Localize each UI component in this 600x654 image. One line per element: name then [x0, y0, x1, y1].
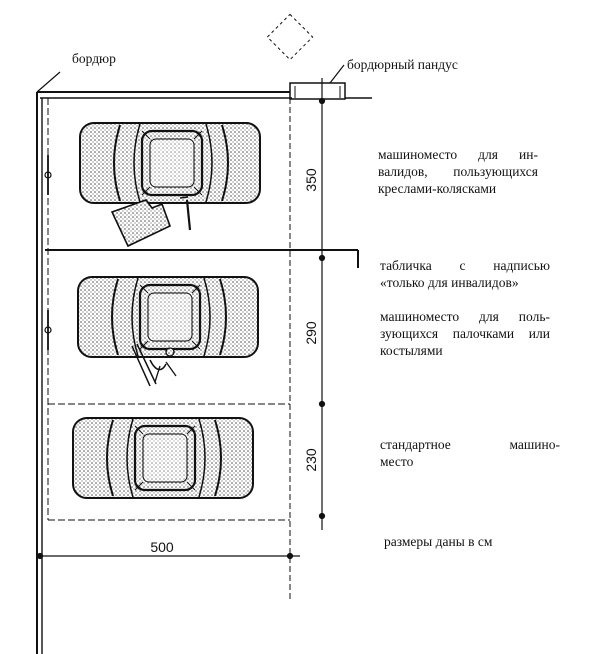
- label-wheelchair-line3: креслами-колясками: [378, 181, 497, 196]
- label-wheelchair-spot: [378, 146, 538, 197]
- ramp-detail-outline: [267, 14, 312, 59]
- label-curb: бордюр: [72, 51, 116, 66]
- label-standard-spot: [380, 436, 560, 470]
- car-wheelchair-spot: [80, 123, 260, 203]
- dim-350: 350: [303, 168, 319, 192]
- label-sign: [380, 257, 550, 291]
- label-units-note: размеры даны в см: [384, 534, 493, 549]
- label-crutches-line1: машиноместо для поль-: [380, 309, 550, 324]
- label-crutches-line3: костылями: [380, 343, 443, 358]
- dim-230: 230: [303, 448, 319, 472]
- car-standard-spot: [73, 418, 253, 498]
- wheelchair-icon: [112, 197, 190, 246]
- dim-290: 290: [303, 321, 319, 345]
- label-crutches-spot: [380, 308, 550, 359]
- dim-500: 500: [150, 539, 174, 555]
- label-standard-line1: стандартное машино-: [380, 437, 560, 452]
- vertical-dimension-line: [319, 78, 324, 530]
- label-curb-ramp: бордюрный пандус: [347, 57, 458, 72]
- label-sign-line2: «только для инвалидов»: [380, 275, 519, 290]
- label-crutches-line2: зующихся палочками или: [380, 326, 550, 341]
- label-wheelchair-line2: валидов, пользующихся: [378, 164, 538, 179]
- label-standard-line2: место: [380, 454, 414, 469]
- car-crutches-spot: [78, 277, 258, 357]
- label-wheelchair-line1: машиноместо для ин-: [378, 147, 538, 162]
- label-sign-line1: табличка с надписью: [380, 258, 550, 273]
